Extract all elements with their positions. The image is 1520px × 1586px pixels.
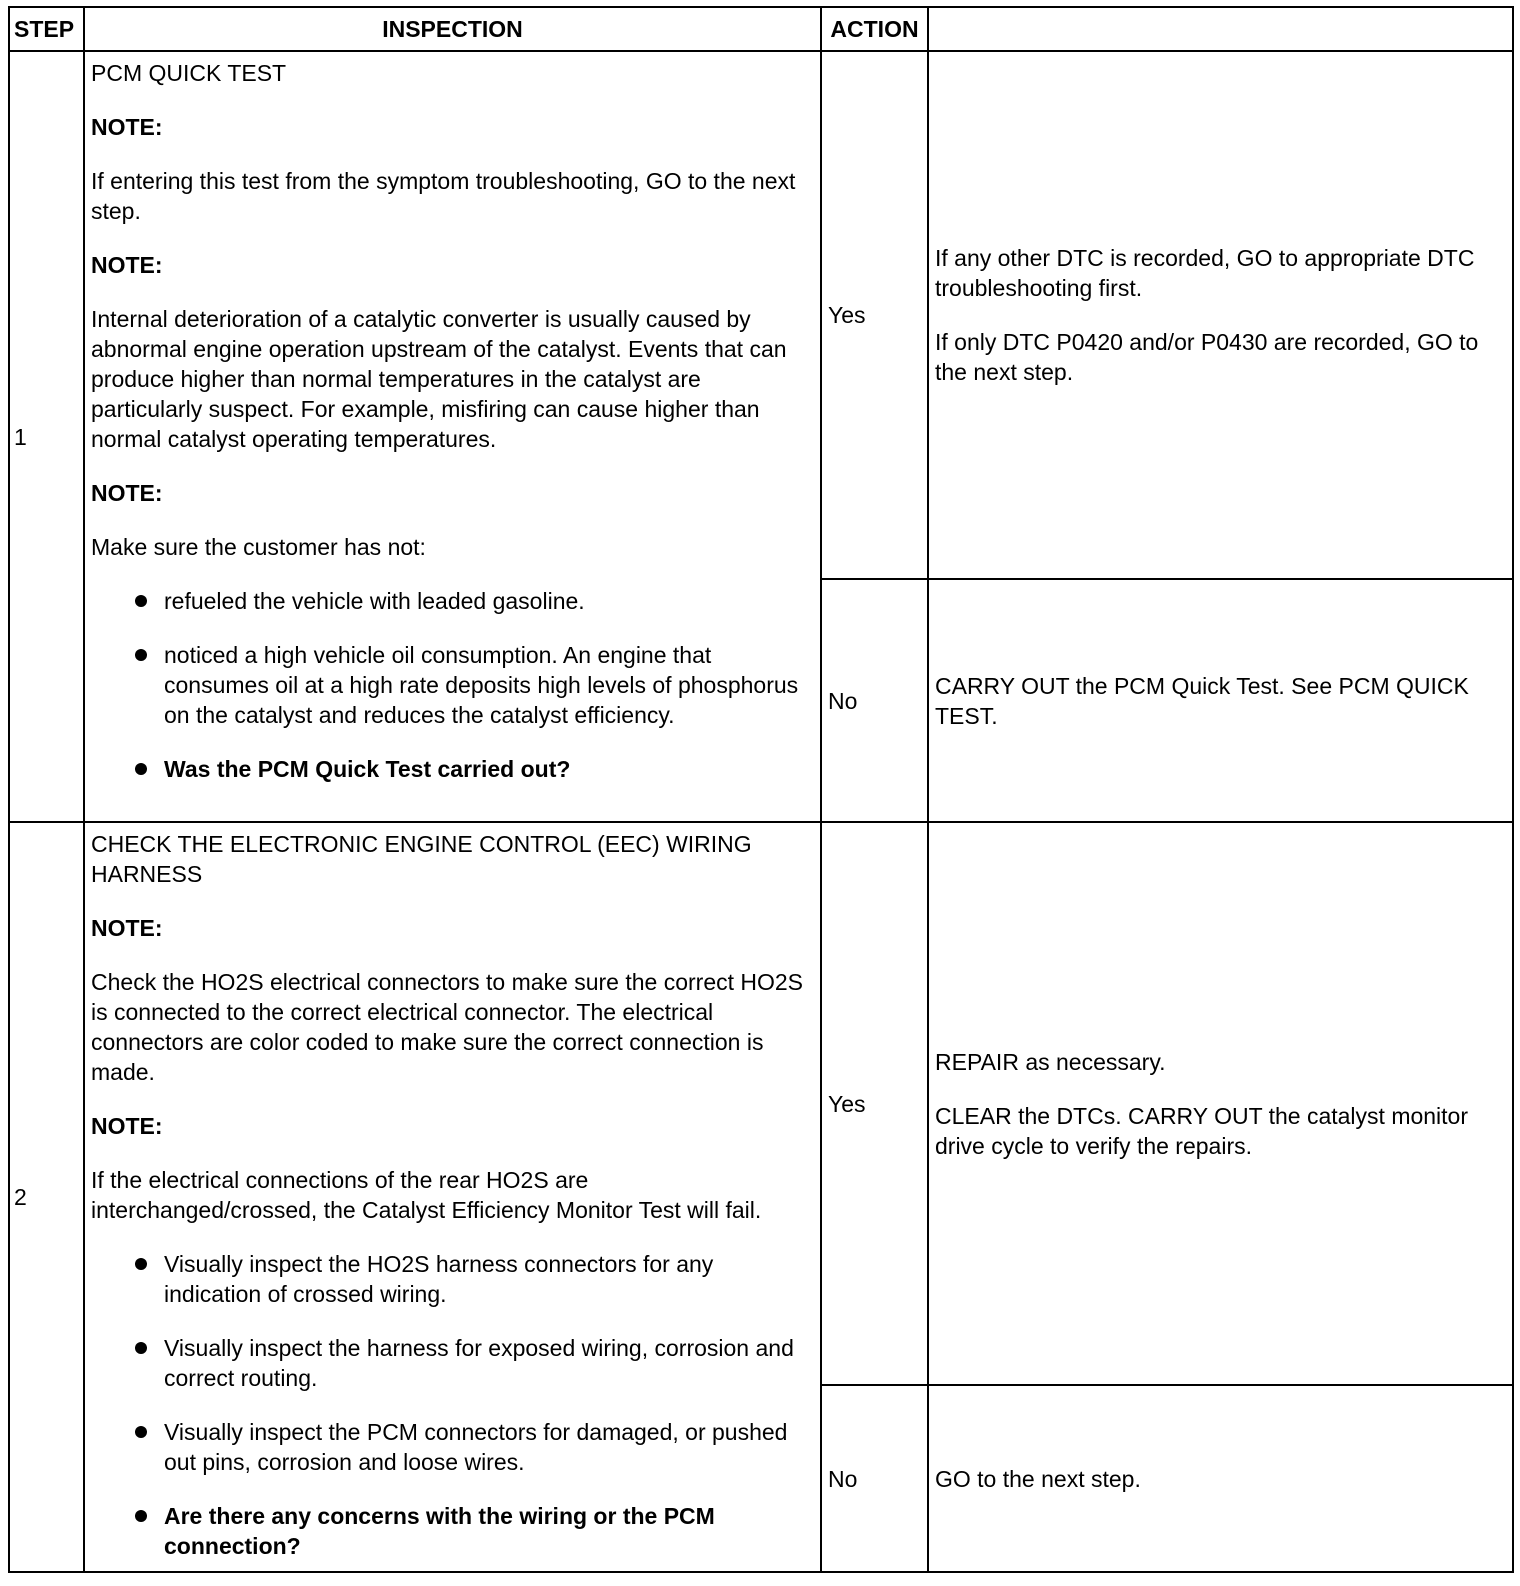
list-item <box>91 1417 812 1477</box>
step2-yes-action-line: CLEAR the DTCs. CARRY OUT the catalyst monitor drive cycle to verify the repairs. <box>935 1102 1469 1159</box>
step1-no-action-line: CARRY OUT the PCM Quick Test. See PCM QUICK TEST. <box>935 672 1469 729</box>
step2-question: Are there any concerns with the wiring or the PCM connection? <box>164 1503 715 1559</box>
step1-note1-label: NOTE: <box>91 114 163 140</box>
step2-no-action-line: GO to the next step. <box>935 1465 1141 1492</box>
bullet-icon <box>135 595 147 607</box>
step1-note1-text: If entering this test from the symptom troubleshooting, GO to the next step. <box>91 168 796 224</box>
bullet-icon <box>135 1510 147 1522</box>
step1-note3-label: NOTE: <box>91 480 163 506</box>
step1-yes-action <box>928 51 1513 579</box>
step1-yes-row <box>9 51 1513 579</box>
step1-note2-label: NOTE: <box>91 252 163 278</box>
step1-note3-text: Make sure the customer has not: <box>91 534 426 560</box>
step1-bullet-list <box>91 586 812 784</box>
step2-yes-label: Yes <box>821 822 928 1385</box>
bullet-icon <box>135 649 147 661</box>
bullet-icon <box>135 1258 147 1270</box>
step1-yes-action-line: If only DTC P0420 and/or P0430 are recorded, GO to the next step. <box>935 329 1479 385</box>
list-item <box>91 1249 812 1309</box>
step2-note2-label: NOTE: <box>91 1113 163 1139</box>
step2-bullet-text: Visually inspect the harness for exposed wiring, corrosion and correct routing. <box>164 1335 794 1391</box>
step2-number: 2 <box>9 822 84 1572</box>
diagnostic-table <box>8 6 1514 1573</box>
diagnostic-table-container <box>8 6 1512 1573</box>
step1-yes-action-line: If any other DTC is recorded, GO to appropriate DTC troubleshooting first. <box>935 245 1475 301</box>
header-result <box>928 7 1513 51</box>
step2-bullet-text: Visually inspect the HO2S harness connectors for any indication of crossed wiring. <box>164 1251 714 1307</box>
bullet-icon <box>135 1342 147 1354</box>
step1-question: Was the PCM Quick Test carried out? <box>164 756 571 782</box>
step1-inspection <box>84 51 821 822</box>
step2-yes-action <box>928 822 1513 1385</box>
list-item <box>91 754 812 784</box>
list-item <box>91 640 812 730</box>
header-action: ACTION <box>821 7 928 51</box>
step2-note1-text: Check the HO2S electrical connectors to make sure the correct HO2S is connected to the correct electrical connector. The electrical connectors are color coded to make sure the correct connection is made. <box>91 969 804 1085</box>
step1-no-action <box>928 579 1513 822</box>
list-item <box>91 1501 812 1561</box>
step2-no-action <box>928 1385 1513 1572</box>
step2-bullet-list <box>91 1249 812 1561</box>
bullet-icon <box>135 763 147 775</box>
step2-bullet-text: Visually inspect the PCM connectors for damaged, or pushed out pins, corrosion and loose wires. <box>164 1419 788 1475</box>
step2-title: CHECK THE ELECTRONIC ENGINE CONTROL (EEC) WIRING HARNESS <box>91 831 752 887</box>
step1-number: 1 <box>9 51 84 822</box>
step1-bullet-text: noticed a high vehicle oil consumption. An engine that consumes oil at a high rate deposits high levels of phosphorus on the catalyst and reduces the catalyst efficiency. <box>164 642 799 728</box>
step2-yes-action-line: REPAIR as necessary. <box>935 1048 1166 1075</box>
header-step: STEP <box>9 7 84 51</box>
step2-note1-label: NOTE: <box>91 915 163 941</box>
header-inspection: INSPECTION <box>84 7 821 51</box>
step2-inspection <box>84 822 821 1572</box>
bullet-icon <box>135 1426 147 1438</box>
header-row <box>9 7 1513 51</box>
step2-yes-row <box>9 822 1513 1385</box>
step1-no-label: No <box>821 579 928 822</box>
list-item <box>91 1333 812 1393</box>
step1-bullet-text: refueled the vehicle with leaded gasoline. <box>164 588 585 614</box>
list-item <box>91 586 812 616</box>
step1-title: PCM QUICK TEST <box>91 60 287 86</box>
step1-note2-text: Internal deterioration of a catalytic converter is usually caused by abnormal engine operation upstream of the catalyst. Events that can produce higher than normal temperatures in the catalyst are particularly suspect. For example, misfiring can cause higher than normal catalyst operating temperatures. <box>91 306 787 452</box>
step1-yes-label: Yes <box>821 51 928 579</box>
step2-note2-text: If the electrical connections of the rear HO2S are interchanged/crossed, the Catalyst Efficiency Monitor Test will fail. <box>91 1167 762 1223</box>
step2-no-label: No <box>821 1385 928 1572</box>
